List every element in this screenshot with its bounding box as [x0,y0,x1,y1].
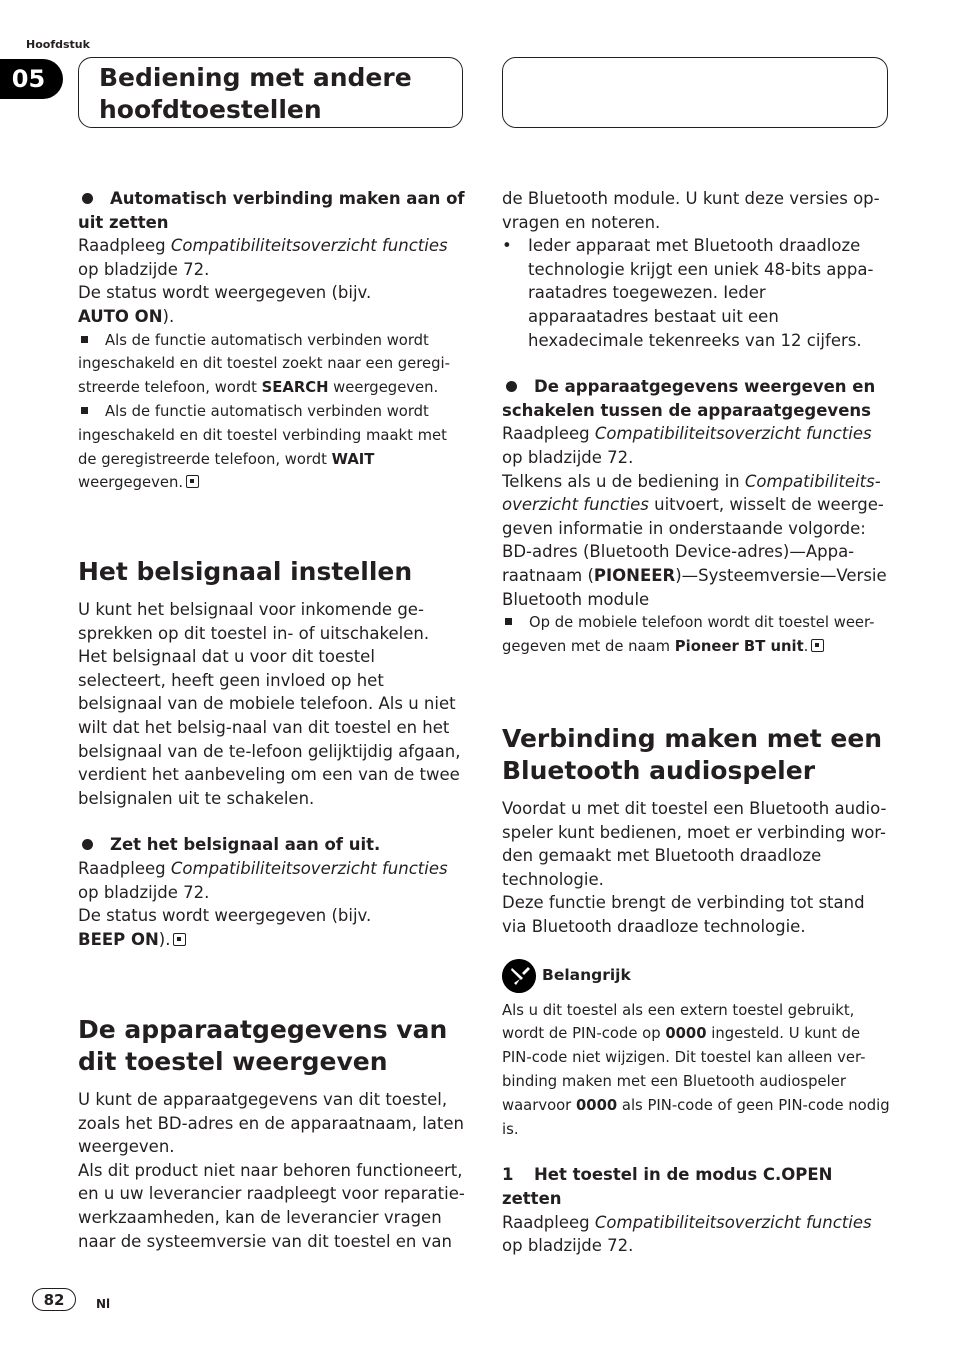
belsignaal-para1: U kunt het belsignaal voor inkomende ge-sprekken op dit toestel in- of uitschakelen. [78,600,430,643]
important-hand-icon [502,959,536,993]
continued-para: de Bluetooth module. U kunt deze versies op-vragen en noteren. [502,189,880,232]
auto-connect-status: De status wordt weergegeven (bijv. AUTO ON). [78,283,372,326]
belsignaal-bullet: Zet het belsignaal aan of uit. [78,833,466,857]
chapter-number-badge: 05 [0,59,63,99]
audio-title: Verbinding maken met een Bluetooth audiospeler [502,724,883,785]
left-column [78,187,466,495]
audio-para2: Deze functie brengt de verbinding tot stand via Bluetooth draadloze technologie. [502,893,865,936]
language-code: Nl [96,1297,111,1311]
auto-connect-note1: Als de functie automatisch verbinden wordt ingeschakeld en dit toestel zoekt naar een geregi-streerde telefoon, wordt SEARCH weergegeven. [78,331,450,397]
switch-ref: Raadpleeg Compatibiliteitsoverzicht functies op bladzijde 72. [502,424,872,467]
apparaat-para2: Als dit product niet naar behoren functioneert, en u uw leverancier raadpleegt voor reparatie-werkzaamheden, kan de leverancier vragen naar de systeemversie van dit toestel en van [78,1160,465,1251]
continued-bullet: • Ieder apparaat met Bluetooth draadloze technologie krijgt een uniek 48-bits appa-raatadres toegewezen. Ieder apparaatadres bestaat uit een hexadecimale tekenreeks van 12 cijfers. [502,236,874,350]
note-square-icon [505,618,512,625]
auto-connect-heading: Automatisch verbinding maken aan of uit zetten [78,189,465,232]
auto-connect-ref: Raadpleeg Compatibiliteitsoverzicht functies op bladzijde 72. [78,236,448,279]
audio-para1: Voordat u met dit toestel een Bluetooth audio-speler kunt bedienen, moet er verbinding wor-den gemaakt met Bluetooth draadloze technologie. [502,799,887,889]
step-1-ref: Raadpleeg Compatibiliteitsoverzicht functies op bladzijde 72. [502,1212,872,1256]
switch-note: Op de mobiele telefoon wordt dit toestel weer-gegeven met de naam Pioneer BT unit. [502,614,875,655]
important-text: Als u dit toestel als een extern toestel gebruikt, wordt de PIN-code op 0000 ingesteld. U kunt de PIN-code niet wijzigen. Dit toestel kan alleen ver-binding maken met een Bluetooth audiospeler waarvoor 0000 als PIN-code of geen PIN-code nodig is. [502,1001,890,1138]
apparaat-section [78,1014,466,1253]
note-square-icon [81,407,88,414]
belsignaal-status: De status wordt weergegeven (bijv. BEEP ON). [78,906,372,949]
belsignaal-section [78,556,466,951]
audio-section [502,723,890,1258]
chapter-title-line2: hoofdtoestellen [99,95,322,124]
belsignaal-title: Het belsignaal instellen [78,557,413,586]
auto-connect-note2: Als de functie automatisch verbinden wordt ingeschakeld en dit toestel verbinding maakt met de geregistreerde telefoon, wordt WAIT weergegeven. [78,402,447,492]
page-number: 82 [32,1288,76,1311]
note-square-icon [81,336,88,343]
empty-header-box [502,57,888,128]
end-mark-icon [186,475,199,488]
switch-para: Telkens als u de bediening in Compatibiliteits-overzicht functies uitvoert, wisselt de weerge-geven informatie in onderstaande volgorde: BD-adres (Bluetooth Device-adres)—Appa-raatnaam (PIONEER)—Systeemversie—Versie Bluetooth module [502,471,887,609]
important-label: Belangrijk [542,965,631,984]
apparaat-title: De apparaatgegevens van dit toestel weergeven [78,1015,448,1076]
important-label-row [502,959,890,993]
belsignaal-ref: Raadpleeg Compatibiliteitsoverzicht functies op bladzijde 72. [78,858,448,902]
end-mark-icon [811,639,824,652]
belsignaal-para2: Het belsignaal dat u voor dit toestel selecteert, heeft geen invloed op het belsignaal van de mobiele telefoon. Als u niet wilt dat het belsig-naal van dit toestel en het belsignaal van de te-lefoon gelijktijdig afgaan, verdient het aanbeveling om een van de twee belsignalen uit te schakelen. [78,647,461,808]
chapter-label: Hoofdstuk [26,38,90,51]
bullet-mark: • [502,236,512,256]
step-1: 1 Het toestel in de modus C.OPEN zetten [502,1165,833,1208]
chapter-title-line1: Bediening met andere [99,63,412,92]
right-column [502,187,890,659]
bullet-dot-icon [506,381,517,392]
end-mark-icon [173,933,186,946]
switch-heading: De apparaatgegevens weergeven en schakelen tussen de apparaatgegevens [502,377,876,420]
bullet-dot-icon [82,193,93,204]
chapter-title-box [78,57,463,128]
apparaat-para1: U kunt de apparaatgegevens van dit toestel, zoals het BD-adres en de apparaatnaam, laten weergeven. [78,1090,464,1157]
bullet-dot-icon [82,839,93,850]
